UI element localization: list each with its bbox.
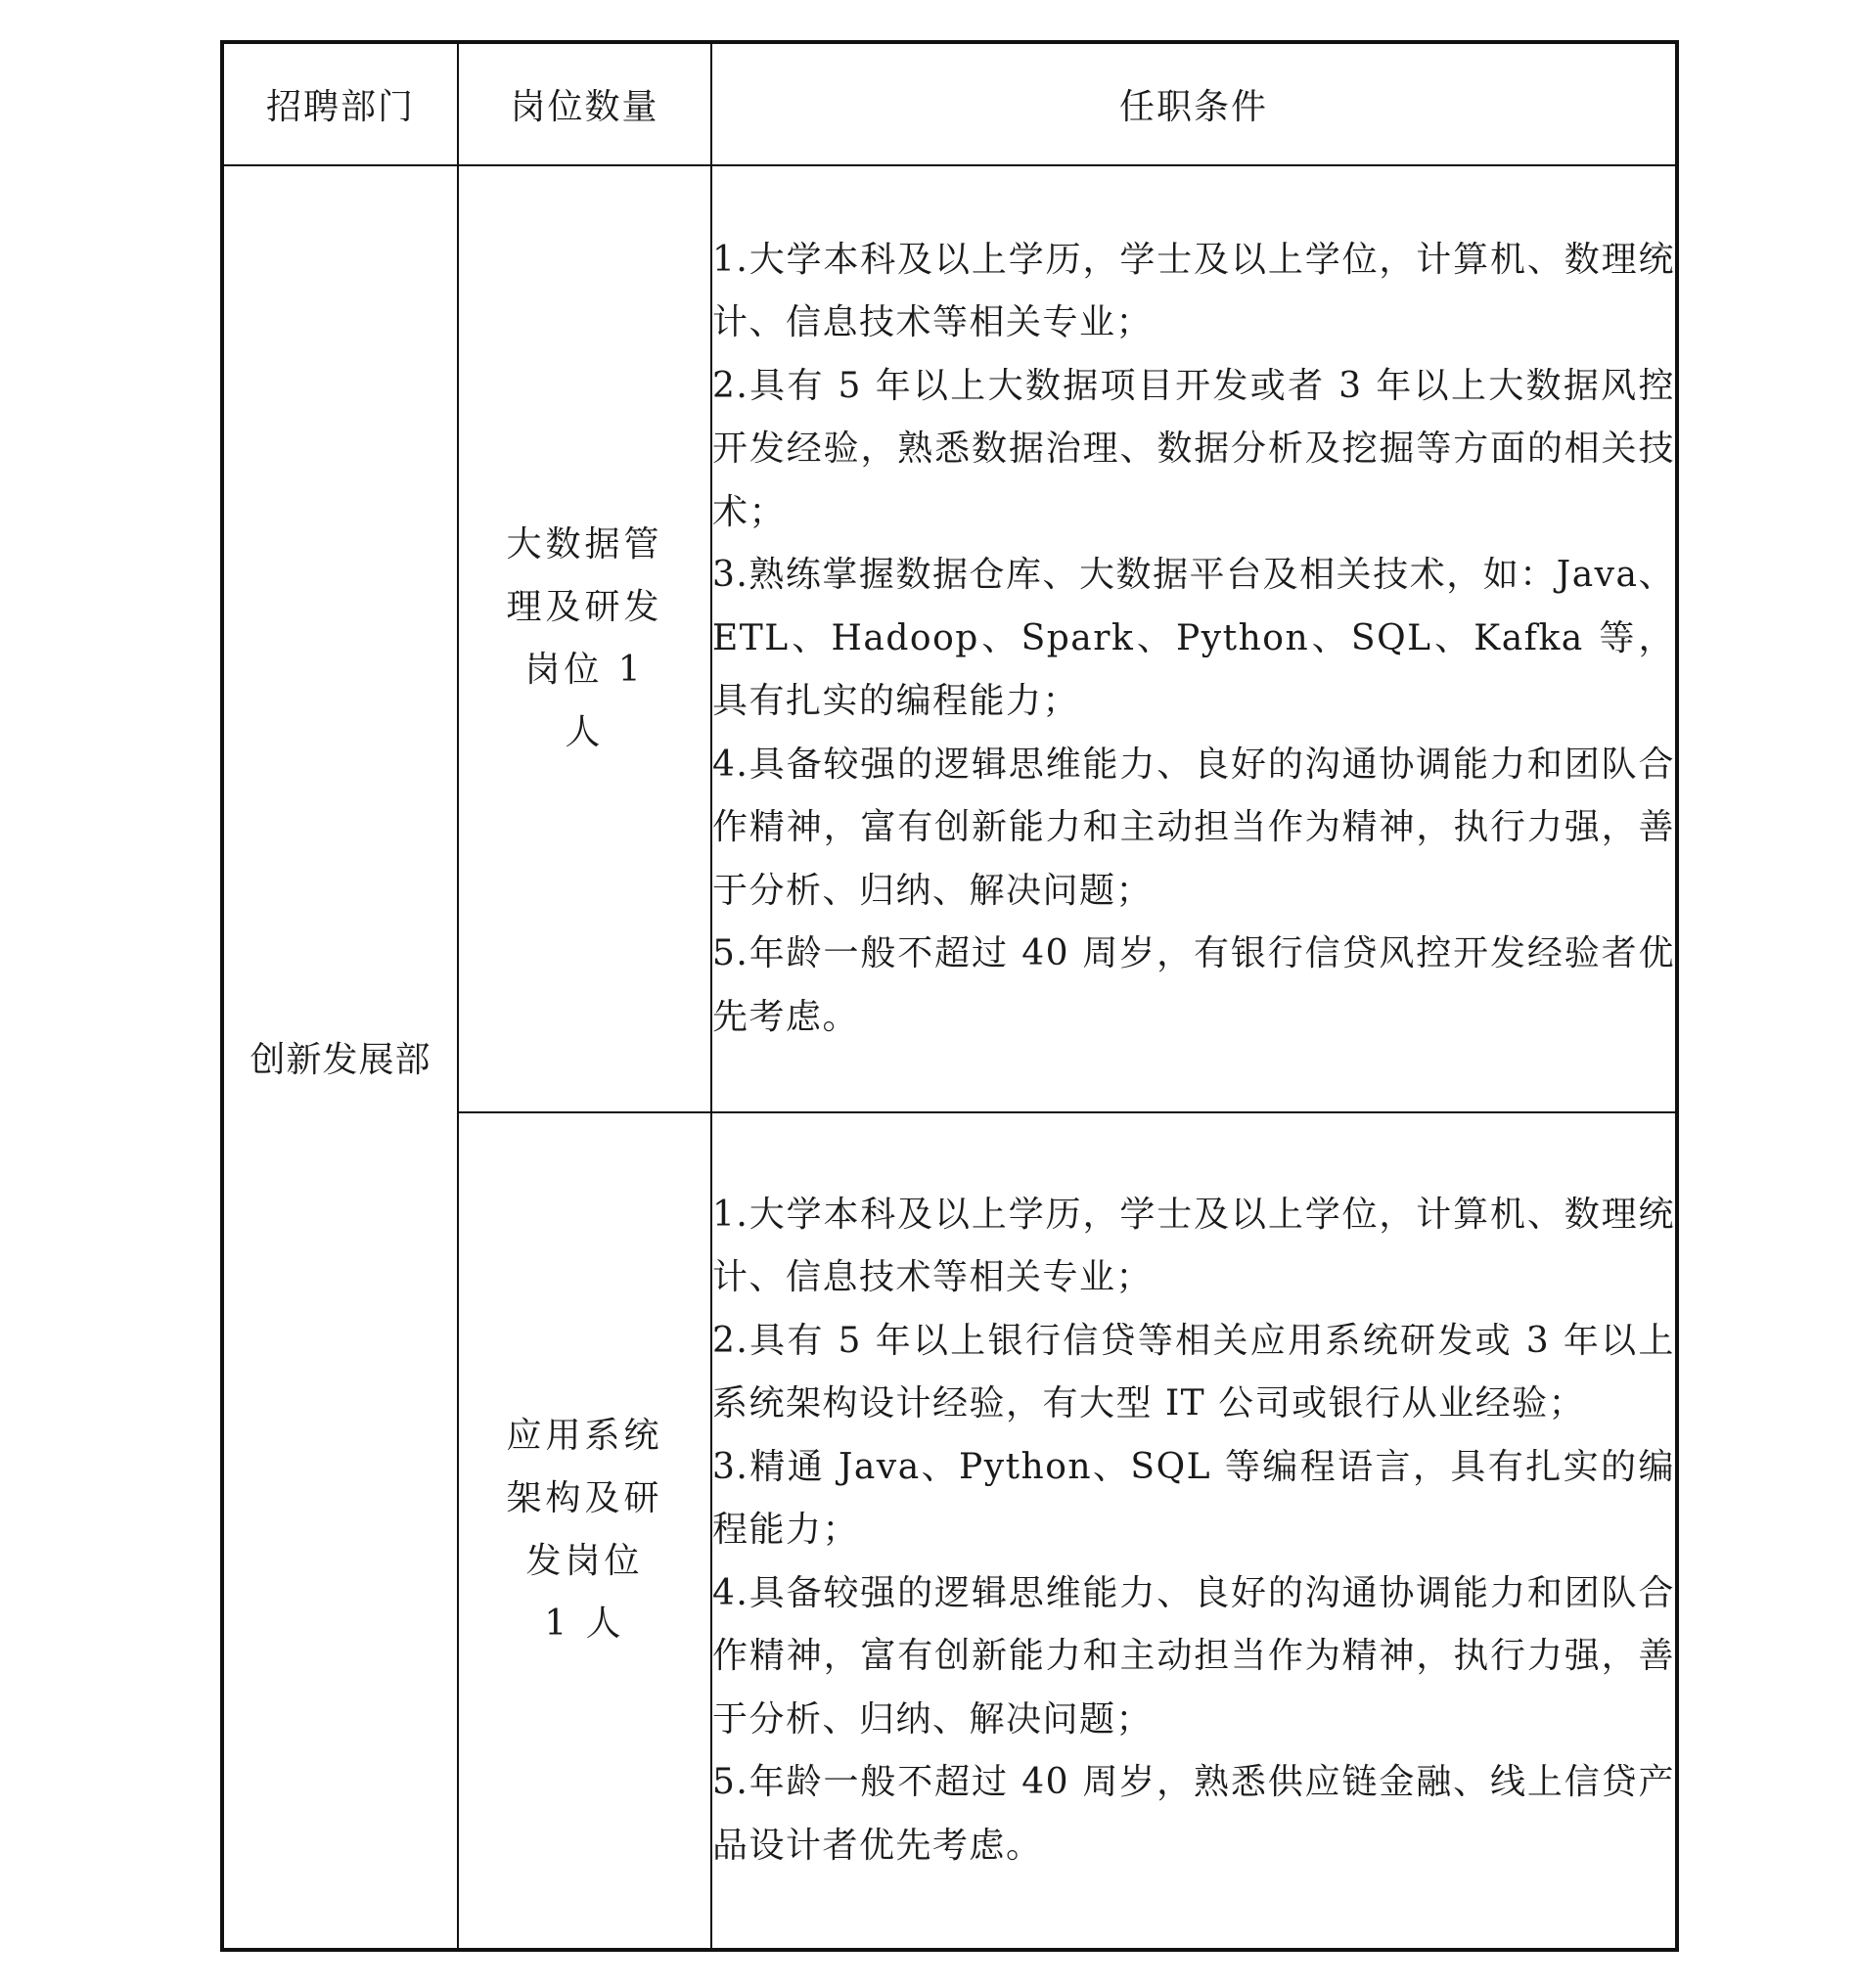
requirement-item: 3.精通 Java、Python、SQL 等编程语言，具有扎实的编程能力； [712, 1446, 1675, 1551]
requirement-item: 5.年龄一般不超过 40 周岁，有银行信贷风控开发经验者优先考虑。 [712, 933, 1675, 1037]
requirements-cell [711, 1112, 1677, 1950]
header-requirements: 任职条件 [711, 42, 1677, 165]
position-label: 应用系统架构及研发岗位 1 人 [506, 1416, 663, 1645]
header-row [222, 42, 1677, 165]
requirement-item: 2.具有 5 年以上银行信贷等相关应用系统研发或 3 年以上系统架构设计经验，有大型 IT 公司或银行从业经验； [712, 1320, 1675, 1424]
header-department: 招聘部门 [222, 42, 458, 165]
position-cell [458, 1112, 711, 1950]
requirement-item: 1.大学本科及以上学历，学士及以上学位，计算机、数理统计、信息技术等相关专业； [712, 1194, 1675, 1298]
header-positions: 岗位数量 [458, 42, 711, 165]
requirements-cell [711, 165, 1677, 1112]
requirement-item: 4.具备较强的逻辑思维能力、良好的沟通协调能力和团队合作精神，富有创新能力和主动担当作为精神，执行力强，善于分析、归纳、解决问题； [712, 744, 1675, 911]
department-cell: 创新发展部 [222, 165, 458, 1950]
position-label: 大数据管理及研发岗位 1 人 [506, 523, 663, 752]
table-row [222, 165, 1677, 1112]
requirement-item: 2.具有 5 年以上大数据项目开发或者 3 年以上大数据风控开发经验，熟悉数据治理、数据分析及挖掘等方面的相关技术； [712, 365, 1675, 532]
requirement-item: 3.熟练掌握数据仓库、大数据平台及相关技术，如：Java、ETL、Hadoop、Spark、Python、SQL、Kafka 等，具有扎实的编程能力； [712, 555, 1675, 722]
requirement-item: 5.年龄一般不超过 40 周岁，熟悉供应链金融、线上信贷产品设计者优先考虑。 [712, 1762, 1675, 1866]
requirement-item: 4.具备较强的逻辑思维能力、良好的沟通协调能力和团队合作精神，富有创新能力和主动担当作为精神，执行力强，善于分析、归纳、解决问题； [712, 1572, 1675, 1740]
position-cell [458, 165, 711, 1112]
recruitment-table [220, 40, 1679, 1952]
requirement-item: 1.大学本科及以上学历，学士及以上学位，计算机、数理统计、信息技术等相关专业； [712, 239, 1675, 343]
